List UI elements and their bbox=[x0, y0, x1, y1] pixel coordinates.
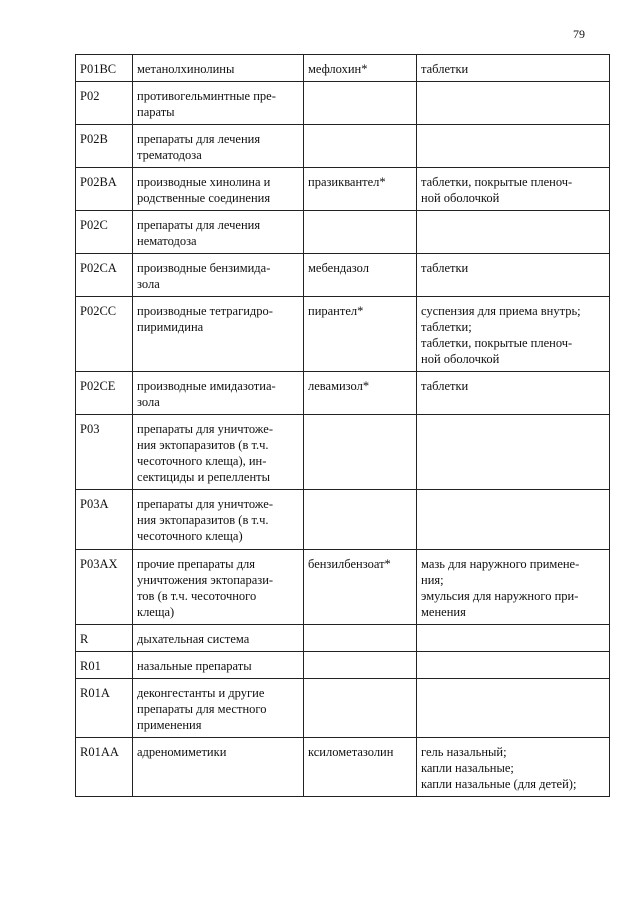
anatomical-therapeutic-group-line: уничтожения эктопарази- bbox=[137, 573, 274, 587]
drug-name-cell bbox=[304, 372, 417, 415]
anatomical-therapeutic-group-line: препараты для местного bbox=[137, 702, 267, 716]
table-row bbox=[76, 550, 610, 625]
drug-name-cell bbox=[304, 254, 417, 297]
anatomical-therapeutic-group-cell bbox=[133, 415, 304, 490]
anatomical-therapeutic-group-line: клеща) bbox=[137, 605, 175, 619]
anatomical-therapeutic-group-line: препараты для лечения bbox=[137, 218, 261, 232]
atc-code-cell: P01BC bbox=[76, 55, 133, 82]
dosage-form-line: таблетки, покрытые пленоч- bbox=[421, 336, 573, 350]
anatomical-therapeutic-group-cell bbox=[133, 679, 304, 738]
anatomical-therapeutic-group-line: производные хинолина и bbox=[137, 175, 271, 189]
table-row bbox=[76, 490, 610, 550]
anatomical-therapeutic-group-line: производные имидазотиа- bbox=[137, 379, 276, 393]
drug-name-line: бензилбензоат* bbox=[308, 557, 391, 571]
drug-name-cell bbox=[304, 211, 417, 254]
drug-name-cell bbox=[304, 125, 417, 168]
anatomical-therapeutic-group-line: производные бензимида- bbox=[137, 261, 271, 275]
table-row bbox=[76, 125, 610, 168]
anatomical-therapeutic-group-line: назальные препараты bbox=[137, 659, 252, 673]
anatomical-therapeutic-group-cell bbox=[133, 652, 304, 679]
drug-name-line: пирантел* bbox=[308, 304, 364, 318]
dosage-form-cell bbox=[417, 125, 610, 168]
atc-code-cell: P03 bbox=[76, 415, 133, 490]
anatomical-therapeutic-group-cell bbox=[133, 82, 304, 125]
atc-code-cell: P02C bbox=[76, 211, 133, 254]
drug-name-cell bbox=[304, 490, 417, 550]
table-row bbox=[76, 254, 610, 297]
dosage-form-cell bbox=[417, 679, 610, 738]
dosage-form-cell bbox=[417, 82, 610, 125]
anatomical-therapeutic-group-line: производные тетрагидро- bbox=[137, 304, 273, 318]
anatomical-therapeutic-group-line: нематодоза bbox=[137, 234, 197, 248]
drug-name-line: левамизол* bbox=[308, 379, 370, 393]
dosage-form-line: гель назальный; bbox=[421, 745, 507, 759]
anatomical-therapeutic-group-line: параты bbox=[137, 105, 175, 119]
anatomical-therapeutic-group-cell bbox=[133, 490, 304, 550]
drug-name-cell bbox=[304, 550, 417, 625]
table-row bbox=[76, 82, 610, 125]
dosage-form-cell bbox=[417, 372, 610, 415]
anatomical-therapeutic-group-line: метанолхинолины bbox=[137, 62, 235, 76]
drug-name-cell bbox=[304, 679, 417, 738]
table-row bbox=[76, 652, 610, 679]
dosage-form-line: менения bbox=[421, 605, 466, 619]
atc-code-cell: R01AA bbox=[76, 738, 133, 797]
anatomical-therapeutic-group-line: родственные соединения bbox=[137, 191, 271, 205]
anatomical-therapeutic-group-cell bbox=[133, 168, 304, 211]
drug-name-line: мефлохин* bbox=[308, 62, 368, 76]
dosage-form-line: таблетки, покрытые пленоч- bbox=[421, 175, 573, 189]
anatomical-therapeutic-group-line: адреномиметики bbox=[137, 745, 227, 759]
anatomical-therapeutic-group-line: пиримидина bbox=[137, 320, 204, 334]
drug-name-cell bbox=[304, 652, 417, 679]
anatomical-therapeutic-group-cell bbox=[133, 211, 304, 254]
drug-name-line: мебендазол bbox=[308, 261, 369, 275]
dosage-form-line: таблетки bbox=[421, 379, 469, 393]
dosage-form-line: эмульсия для наружного при- bbox=[421, 589, 579, 603]
atc-code-cell: P02CA bbox=[76, 254, 133, 297]
anatomical-therapeutic-group-line: чесоточного клеща), ин- bbox=[137, 454, 267, 468]
atc-code-cell: P02CC bbox=[76, 297, 133, 372]
atc-code-cell: P02 bbox=[76, 82, 133, 125]
anatomical-therapeutic-group-line: противогельминтные пре- bbox=[137, 89, 276, 103]
dosage-form-line: суспензия для приема внутрь; bbox=[421, 304, 581, 318]
atc-code-cell: R01A bbox=[76, 679, 133, 738]
anatomical-therapeutic-group-cell bbox=[133, 372, 304, 415]
atc-code-cell: P02B bbox=[76, 125, 133, 168]
dosage-form-cell bbox=[417, 738, 610, 797]
table-row bbox=[76, 55, 610, 82]
dosage-form-line: ной оболочкой bbox=[421, 352, 500, 366]
table-row bbox=[76, 372, 610, 415]
anatomical-therapeutic-group-line: применения bbox=[137, 718, 202, 732]
anatomical-therapeutic-group-line: препараты для уничтоже- bbox=[137, 422, 273, 436]
anatomical-therapeutic-group-cell bbox=[133, 297, 304, 372]
anatomical-therapeutic-group-cell bbox=[133, 625, 304, 652]
dosage-form-line: ния; bbox=[421, 573, 444, 587]
table-row bbox=[76, 738, 610, 797]
page-number: 79 bbox=[573, 27, 585, 41]
dosage-form-cell bbox=[417, 550, 610, 625]
table-row bbox=[76, 211, 610, 254]
table-row bbox=[76, 415, 610, 490]
drug-name-cell bbox=[304, 625, 417, 652]
dosage-form-line: капли назальные (для детей); bbox=[421, 777, 577, 791]
atc-code-cell: P03AX bbox=[76, 550, 133, 625]
dosage-form-cell bbox=[417, 168, 610, 211]
table-row bbox=[76, 625, 610, 652]
anatomical-therapeutic-group-line: прочие препараты для bbox=[137, 557, 256, 571]
anatomical-therapeutic-group-line: зола bbox=[137, 395, 160, 409]
dosage-form-cell bbox=[417, 415, 610, 490]
anatomical-therapeutic-group-cell bbox=[133, 125, 304, 168]
dosage-form-line: мазь для наружного примене- bbox=[421, 557, 580, 571]
anatomical-therapeutic-group-cell bbox=[133, 55, 304, 82]
dosage-form-line: таблетки bbox=[421, 261, 469, 275]
anatomical-therapeutic-group-line: зола bbox=[137, 277, 160, 291]
dosage-form-line: таблетки; bbox=[421, 320, 472, 334]
anatomical-therapeutic-group-line: препараты для уничтоже- bbox=[137, 497, 273, 511]
dosage-form-cell bbox=[417, 254, 610, 297]
dosage-form-cell bbox=[417, 55, 610, 82]
drug-name-line: ксилометазолин bbox=[308, 745, 394, 759]
atc-code-cell: P02CE bbox=[76, 372, 133, 415]
anatomical-therapeutic-group-line: препараты для лечения bbox=[137, 132, 261, 146]
atc-code-cell: P03A bbox=[76, 490, 133, 550]
dosage-form-line: капли назальные; bbox=[421, 761, 514, 775]
drug-name-cell bbox=[304, 297, 417, 372]
table-row bbox=[76, 168, 610, 211]
table-body bbox=[76, 55, 610, 797]
anatomical-therapeutic-group-cell bbox=[133, 550, 304, 625]
anatomical-therapeutic-group-line: тов (в т.ч. чесоточного bbox=[137, 589, 257, 603]
atc-code-cell: P02BA bbox=[76, 168, 133, 211]
anatomical-therapeutic-group-line: сектициды и репелленты bbox=[137, 470, 270, 484]
dosage-form-cell bbox=[417, 490, 610, 550]
drug-name-cell bbox=[304, 415, 417, 490]
drug-name-line: празиквантел* bbox=[308, 175, 386, 189]
anatomical-therapeutic-group-cell bbox=[133, 254, 304, 297]
anatomical-therapeutic-group-line: чесоточного клеща) bbox=[137, 529, 243, 543]
anatomical-therapeutic-group-cell bbox=[133, 738, 304, 797]
dosage-form-line: ной оболочкой bbox=[421, 191, 500, 205]
dosage-form-cell bbox=[417, 211, 610, 254]
anatomical-therapeutic-group-line: дыхательная система bbox=[137, 632, 250, 646]
drug-name-cell bbox=[304, 168, 417, 211]
anatomical-therapeutic-group-line: трематодоза bbox=[137, 148, 202, 162]
drug-name-cell bbox=[304, 82, 417, 125]
anatomical-therapeutic-group-line: ния эктопаразитов (в т.ч. bbox=[137, 513, 269, 527]
drug-classification-table bbox=[75, 54, 610, 797]
dosage-form-line: таблетки bbox=[421, 62, 469, 76]
atc-code-cell: R01 bbox=[76, 652, 133, 679]
drug-name-cell bbox=[304, 738, 417, 797]
dosage-form-cell bbox=[417, 625, 610, 652]
dosage-form-cell bbox=[417, 652, 610, 679]
anatomical-therapeutic-group-line: деконгестанты и другие bbox=[137, 686, 265, 700]
table-row bbox=[76, 297, 610, 372]
anatomical-therapeutic-group-line: ния эктопаразитов (в т.ч. bbox=[137, 438, 269, 452]
table-row bbox=[76, 679, 610, 738]
dosage-form-cell bbox=[417, 297, 610, 372]
atc-code-cell: R bbox=[76, 625, 133, 652]
drug-name-cell bbox=[304, 55, 417, 82]
